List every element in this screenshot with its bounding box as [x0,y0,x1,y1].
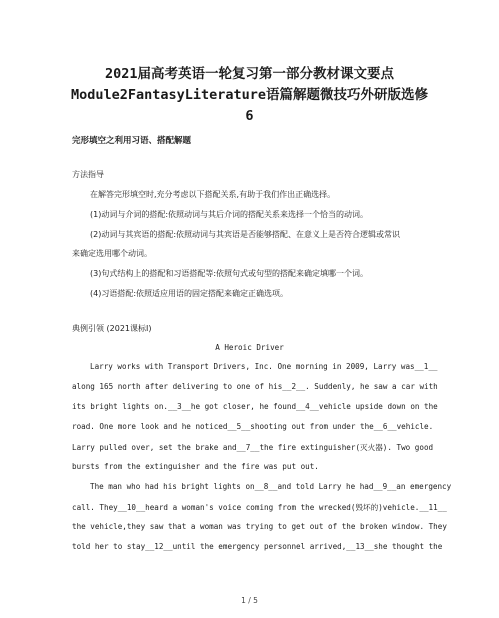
method-item-2: (2)动词与其宾语的搭配:依照动词与其宾语是否能够搭配、在意义上是否符合逻辑或常识 [90,230,401,239]
section-heading: 完形填空之利用习语、搭配解题 [72,136,192,146]
document-title-line-3: 6 [245,108,254,124]
method-item-3: (3)句式结构上的搭配和习语搭配等:依照句式或句型的搭配来确定填哪一个词。 [90,269,369,278]
passage-line-5: Larry pulled over, set the brake and__7__the fire extinguisher(灭火器). Two good [72,443,434,452]
story-title: A Heroic Driver [215,343,284,352]
passage-line-2: along 165 north after delivering to one of his__2__. Suddenly, he saw a car with [72,382,438,391]
passage-line-7: The man who had his bright lights on__8__and told Larry he had__9__an emergency [90,482,452,491]
passage-line-3: its bright lights on.__3__he got closer, he found__4__vehicle upside down on the [72,402,438,411]
page-number: 1 / 5 [241,596,258,605]
example-heading: 典例引领 (2021课标Ⅰ) [72,324,152,333]
document-title-line-1: 2021届高考英语一轮复习第一部分教材课文要点 [104,66,394,82]
passage-line-8: call. They__10__heard a woman's voice coming from the wrecked(毁坏的)vehicle.__11__ [72,503,447,512]
passage-line-6: bursts from the extinguisher and the fire was put out. [72,462,319,471]
method-item-4: (4)习语搭配:依照适应用语的固定搭配来确定正确选项。 [90,289,289,298]
method-intro: 在解答完形填空时,充分考虑以下搭配关系,有助于我们作出正确选择。 [90,190,336,199]
passage-line-9: the vehicle,they saw that a woman was trying to get out of the broken window. They [72,522,447,531]
document-title-line-2: Module2FantasyLiterature语篇解题微技巧外研版选修 [70,87,429,103]
method-item-2-cont: 来确定选用哪个动词。 [72,249,152,258]
passage-line-1: Larry works with Transport Drivers, Inc. One morning in 2009, Larry was__1__ [90,362,438,371]
passage-line-4: road. One more look and he noticed__5__shooting out from under the__6__vehicle. [72,422,434,431]
method-heading: 方法指导 [72,170,104,179]
method-item-1: (1)动词与介词的搭配:依照动词与其后介词的搭配关系来选择一个恰当的动词。 [90,210,369,219]
passage-line-10: told her to stay__12__until the emergency personnel arrived,__13__she thought the [72,542,443,551]
